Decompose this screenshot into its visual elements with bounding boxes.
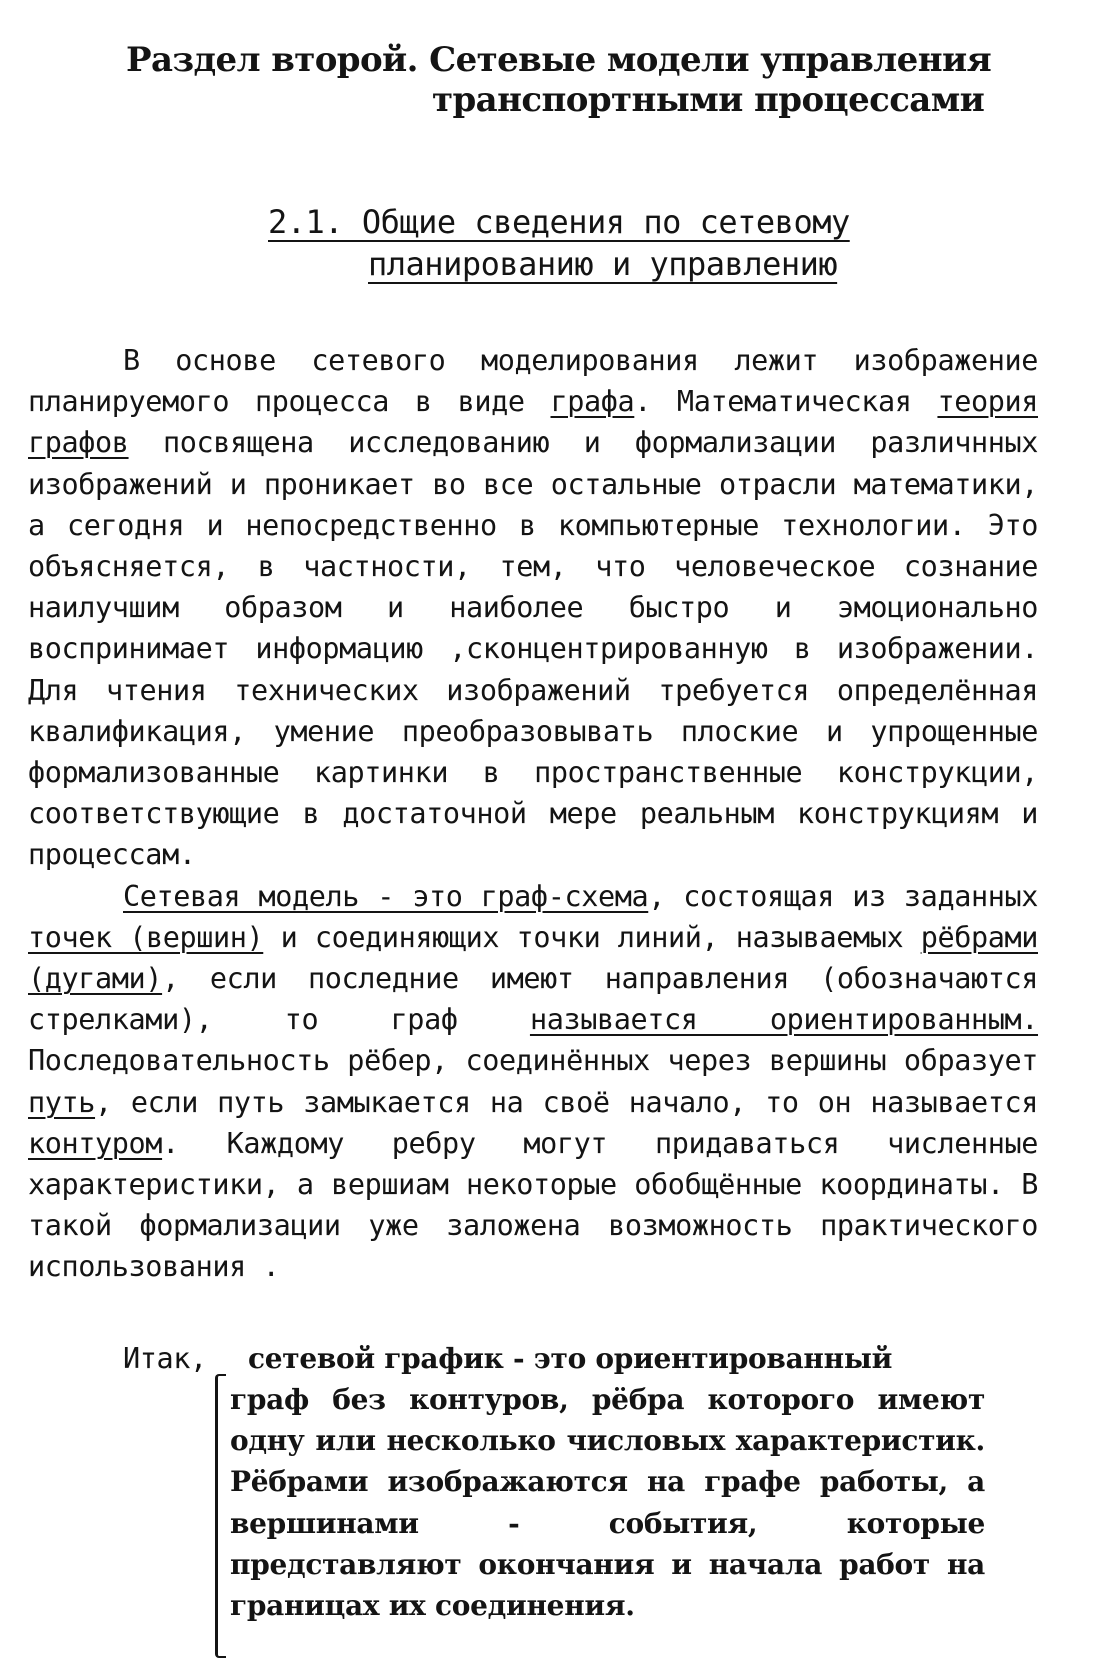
para2-text-b: и соединяющих точки линий, называемых [263, 920, 921, 954]
para2-text-a: , состоящая из заданных [648, 879, 1038, 913]
term-path: путь [28, 1085, 96, 1119]
body-text [28, 340, 1038, 1288]
para2-text-d: Последовательность рёбер, соединённых через вершины образует [28, 1044, 1038, 1078]
section-title-line1: Раздел второй. Сетевые модели управления [126, 40, 992, 80]
para2-text-f: . Каждому ребру могут придаваться численные характеристики, а вершиам некоторые обобщённые координаты. В такой формализации уже заложена возможность практического использования . [28, 1126, 1038, 1284]
term-graph: графа [550, 385, 635, 419]
definition-first-line: сетевой график - это ориентированный [248, 1342, 893, 1375]
term-oriented: называется ориентированным. [529, 1003, 1039, 1037]
section-title-line2: транспортными процессами [432, 80, 985, 120]
para1-text-c: посвящена исследованию и формализации различнных изображений и проникает во все остальные отрасли математики, а сегодня и непосредственно в компьютерные технологии. Это объясняется, в частности, тем, что человеческое сознание наилучшим образом и наиболее быстро и эмоционально воспринимает информацию ,сконцентрированную в изображении. Для чтения технических изображений требуется определённая квалификация, умение преобразовывать плоские и упрощенные формализованные картинки в пространственные конструкции, соответствующие в достаточной мере реальным конструкциям и процессам. [28, 426, 1038, 872]
definition-text: граф без контуров, рёбра которого имеют одну или несколько числовых характеристик. Рёбрами изображаются на графе работы, а вершинами - события, которые представляют окончания и начала работ на границах их соединения. [230, 1383, 985, 1623]
term-contour: контуром [28, 1126, 163, 1160]
term-graph-theory: теория графов [28, 385, 1038, 460]
term-vertices: точек (вершин) [28, 920, 264, 954]
paragraph-graph-modeling [28, 340, 1038, 876]
para1-text: В основе сетевого моделирования лежит изображение планируемого процесса в виде [28, 344, 1038, 419]
term-edges: рёбрами (дугами) [28, 920, 1038, 996]
term-network-model: Сетевая модель - это граф-схема [123, 879, 649, 913]
para1-text-b: . Математическая [634, 385, 938, 419]
para2-text-e: , если путь замыкается на своё начало, то он называется [95, 1085, 1038, 1119]
para2-text-c: , если последние имеют направления (обозначаются стрелками), то граф [28, 962, 1038, 1037]
subsection-title-line1: 2.1. Общие сведения по сетевому [268, 203, 850, 241]
paragraph-network-model [28, 876, 1038, 1288]
definition-bracket [215, 1374, 226, 1658]
subsection-title-line2: планированию и управлению [368, 245, 838, 283]
definition-lead-word: Итак, [123, 1342, 207, 1375]
